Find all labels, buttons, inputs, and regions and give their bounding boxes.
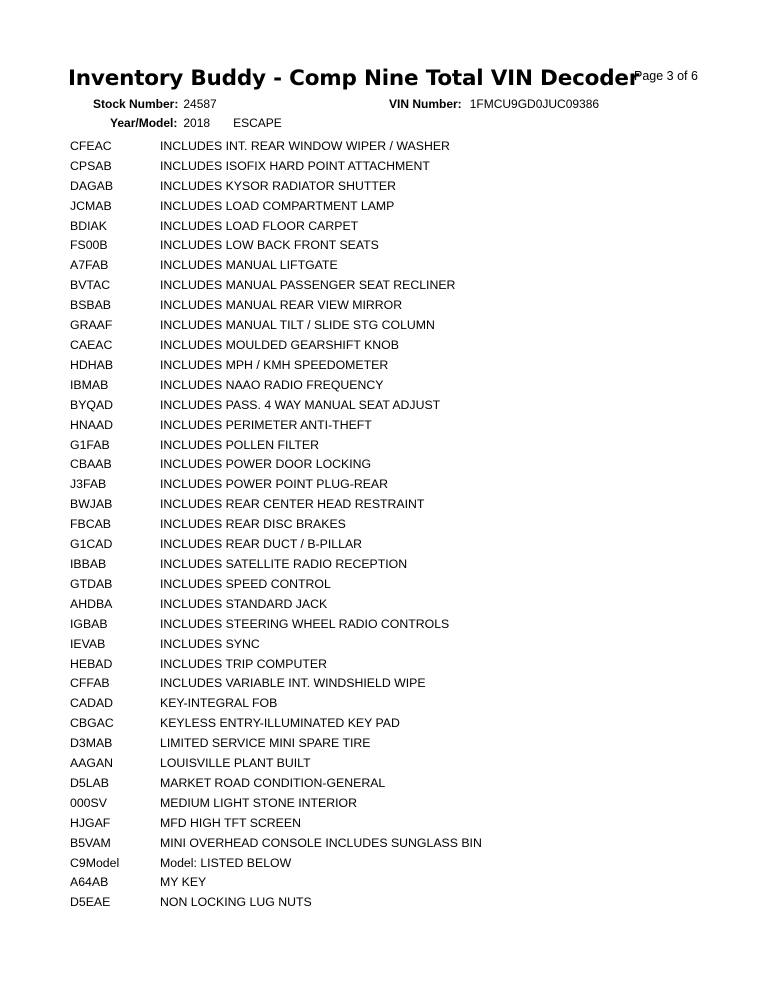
option-code: HNAAD — [70, 417, 114, 432]
option-description: MARKET ROAD CONDITION-GENERAL — [160, 775, 386, 790]
option-code: FS00B — [70, 238, 108, 253]
document-title: Inventory Buddy - Comp Nine Total VIN Decoder — [68, 66, 640, 91]
option-code: CADAD — [70, 696, 114, 711]
option-code: BVTAC — [70, 278, 111, 293]
option-description: INCLUDES REAR CENTER HEAD RESTRAINT — [160, 497, 425, 512]
option-code-row — [70, 713, 670, 733]
option-code: IGBAB — [70, 616, 108, 631]
option-description: INCLUDES MOULDED GEARSHIFT KNOB — [160, 338, 399, 353]
option-code: 000SV — [70, 795, 107, 810]
option-description: INCLUDES REAR DISC BRAKES — [160, 517, 346, 532]
option-description: INCLUDES ISOFIX HARD POINT ATTACHMENT — [160, 158, 430, 173]
option-code: AHDBA — [70, 596, 113, 611]
option-code-row — [70, 395, 670, 415]
option-code: A7FAB — [70, 258, 109, 273]
option-description: INCLUDES MANUAL PASSENGER SEAT RECLINER — [160, 278, 456, 293]
option-description: INCLUDES POWER POINT PLUG-REAR — [160, 477, 388, 492]
option-code: C9Model — [70, 855, 120, 870]
option-code: CPSAB — [70, 158, 112, 173]
option-code-row — [70, 813, 670, 833]
option-code: DAGAB — [70, 178, 114, 193]
option-description: MY KEY — [160, 875, 207, 890]
option-code-row — [70, 534, 670, 554]
option-description: INCLUDES REAR DUCT / B-PILLAR — [160, 537, 363, 552]
option-description: Model: LISTED BELOW — [160, 855, 292, 870]
option-code: HJGAF — [70, 815, 111, 830]
option-description: INCLUDES VARIABLE INT. WINDSHIELD WIPE — [160, 676, 426, 691]
option-description: INCLUDES SPEED CONTROL — [160, 576, 331, 591]
option-description: INCLUDES STEERING WHEEL RADIO CONTROLS — [160, 616, 450, 631]
option-description: INCLUDES LOAD FLOOR CARPET — [160, 218, 359, 233]
option-code-row — [70, 236, 670, 256]
option-description: KEY-INTEGRAL FOB — [160, 696, 278, 711]
year-value: 2018 — [183, 116, 211, 130]
option-code: G1FAB — [70, 437, 110, 452]
option-description: INCLUDES PERIMETER ANTI-THEFT — [160, 417, 372, 432]
option-code-row — [70, 216, 670, 236]
stock-number-value: 24587 — [183, 97, 217, 111]
option-code-row — [70, 156, 670, 176]
option-code: CFEAC — [70, 138, 112, 153]
option-code: D5LAB — [70, 775, 109, 790]
option-code-row — [70, 295, 670, 315]
option-code-row — [70, 693, 670, 713]
option-code: CBGAC — [70, 716, 114, 731]
option-code-row — [70, 634, 670, 654]
option-description: INCLUDES INT. REAR WINDOW WIPER / WASHER — [160, 138, 450, 153]
option-description: INCLUDES TRIP COMPUTER — [160, 656, 327, 671]
option-description: INCLUDES STANDARD JACK — [160, 596, 328, 611]
vin-number-value: 1FMCU9GD0JUC09386 — [469, 97, 600, 111]
option-code-row — [70, 673, 670, 693]
option-code-row — [70, 455, 670, 475]
option-code-row — [70, 892, 670, 912]
option-code: IEVAB — [70, 636, 106, 651]
option-description: INCLUDES KYSOR RADIATOR SHUTTER — [160, 178, 396, 193]
option-code: IBMAB — [70, 377, 109, 392]
option-code-row — [70, 255, 670, 275]
option-code: A64AB — [70, 875, 109, 890]
option-description: MINI OVERHEAD CONSOLE INCLUDES SUNGLASS BIN — [160, 835, 482, 850]
option-code: HEBAD — [70, 656, 113, 671]
option-code: JCMAB — [70, 198, 112, 213]
option-code-row — [70, 375, 670, 395]
option-code-row — [70, 315, 670, 335]
option-code: D5EAE — [70, 895, 111, 910]
stock-number-label: Stock Number: — [93, 97, 179, 111]
option-code-row — [70, 594, 670, 614]
option-code: CFFAB — [70, 676, 110, 691]
option-code-row — [70, 614, 670, 634]
option-description: INCLUDES LOW BACK FRONT SEATS — [160, 238, 379, 253]
option-code-row — [70, 355, 670, 375]
option-description: LOUISVILLE PLANT BUILT — [160, 756, 311, 771]
option-code-row — [70, 654, 670, 674]
option-code: B5VAM — [70, 835, 111, 850]
vin-number-label: VIN Number: — [389, 97, 462, 111]
option-code: G1CAD — [70, 537, 113, 552]
option-code: J3FAB — [70, 477, 107, 492]
option-code-row — [70, 176, 670, 196]
option-code: CAEAC — [70, 338, 113, 353]
option-code-row — [70, 833, 670, 853]
option-description: INCLUDES SYNC — [160, 636, 260, 651]
option-description: INCLUDES NAAO RADIO FREQUENCY — [160, 377, 384, 392]
option-code-row — [70, 415, 670, 435]
option-code: HDHAB — [70, 357, 114, 372]
option-code-row — [70, 275, 670, 295]
page-number: Page 3 of 6 — [634, 69, 698, 83]
option-description: INCLUDES MANUAL TILT / SLIDE STG COLUMN — [160, 318, 435, 333]
stock-number — [93, 97, 217, 111]
option-code-list — [70, 136, 670, 912]
option-description: INCLUDES POLLEN FILTER — [160, 437, 319, 452]
option-code-row — [70, 514, 670, 534]
option-code: BDIAK — [70, 218, 107, 233]
option-description: KEYLESS ENTRY-ILLUMINATED KEY PAD — [160, 716, 400, 731]
option-code: CBAAB — [70, 457, 112, 472]
option-code-row — [70, 873, 670, 893]
option-description: INCLUDES MPH / KMH SPEEDOMETER — [160, 357, 389, 372]
option-code-row — [70, 574, 670, 594]
option-description: MFD HIGH TFT SCREEN — [160, 815, 301, 830]
option-description: INCLUDES PASS. 4 WAY MANUAL SEAT ADJUST — [160, 397, 441, 412]
option-code-row — [70, 853, 670, 873]
option-code-row — [70, 136, 670, 156]
option-code: BSBAB — [70, 298, 112, 313]
option-code-row — [70, 554, 670, 574]
option-code: GRAAF — [70, 318, 113, 333]
option-code-row — [70, 335, 670, 355]
option-code: BYQAD — [70, 397, 114, 412]
option-code: IBBAB — [70, 556, 107, 571]
option-description: LIMITED SERVICE MINI SPARE TIRE — [160, 736, 371, 751]
option-description: INCLUDES SATELLITE RADIO RECEPTION — [160, 556, 408, 571]
option-code-row — [70, 474, 670, 494]
year-model — [110, 116, 282, 130]
option-code-row — [70, 753, 670, 773]
vin-number — [389, 97, 599, 111]
option-description: MEDIUM LIGHT STONE INTERIOR — [160, 795, 357, 810]
option-description: NON LOCKING LUG NUTS — [160, 895, 312, 910]
option-code: BWJAB — [70, 497, 113, 512]
option-description: INCLUDES LOAD COMPARTMENT LAMP — [160, 198, 395, 213]
option-description: INCLUDES MANUAL REAR VIEW MIRROR — [160, 298, 403, 313]
option-description: INCLUDES POWER DOOR LOCKING — [160, 457, 372, 472]
option-code: D3MAB — [70, 736, 113, 751]
option-code-row — [70, 733, 670, 753]
model-value: ESCAPE — [233, 116, 282, 130]
year-model-label: Year/Model: — [110, 116, 178, 130]
option-code: FBCAB — [70, 517, 111, 532]
option-code-row — [70, 494, 670, 514]
option-code: AAGAN — [70, 756, 114, 771]
option-code-row — [70, 773, 670, 793]
option-code: GTDAB — [70, 576, 113, 591]
option-code-row — [70, 435, 670, 455]
option-code-row — [70, 793, 670, 813]
option-code-row — [70, 196, 670, 216]
option-description: INCLUDES MANUAL LIFTGATE — [160, 258, 338, 273]
